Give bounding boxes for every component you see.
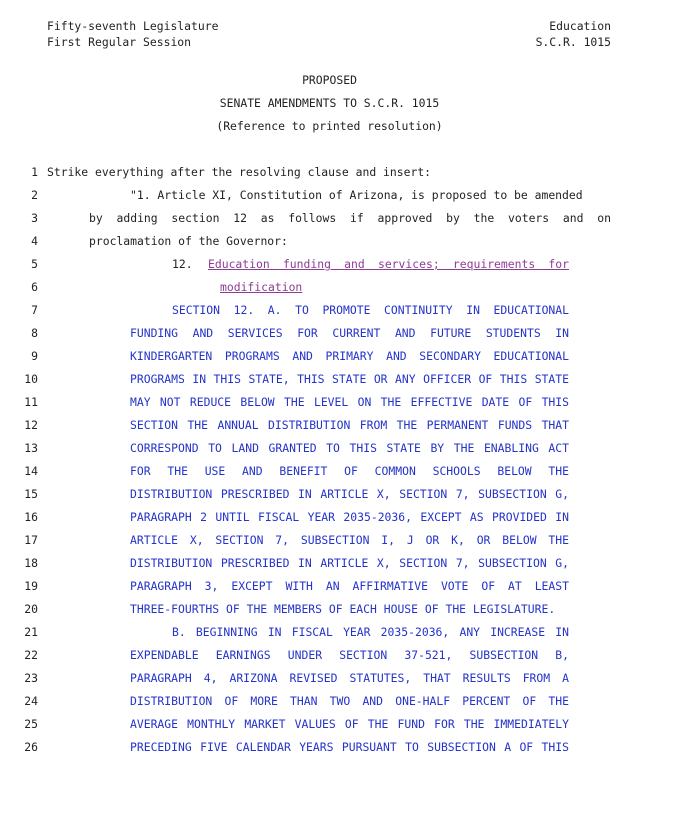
inserted-text: PARAGRAPH 4, ARIZONA REVISED STATUTES, THAT RESULTS FROM A xyxy=(130,671,569,685)
inserted-text: KINDERGARTEN PROGRAMS AND PRIMARY AND SECONDARY EDUCATIONAL xyxy=(130,349,569,363)
line-number: 13 xyxy=(24,441,38,455)
line-number: 10 xyxy=(24,372,38,386)
line-text: by adding section 12 as follows if approved by the voters and on xyxy=(89,211,611,225)
line-number: 24 xyxy=(24,694,38,708)
line-number: 26 xyxy=(24,740,38,754)
title-reference: (Reference to printed resolution) xyxy=(216,119,443,133)
line-number: 14 xyxy=(24,464,38,478)
inserted-text: CORRESPOND TO LAND GRANTED TO THIS STATE BY THE ENABLING ACT xyxy=(130,441,569,455)
inserted-text: PARAGRAPH 3, EXCEPT WITH AN AFFIRMATIVE VOTE OF AT LEAST xyxy=(130,579,569,593)
line-number: 4 xyxy=(31,234,38,248)
inserted-text: FUNDING AND SERVICES FOR CURRENT AND FUTURE STUDENTS IN xyxy=(130,326,569,340)
line-number: 16 xyxy=(24,510,38,524)
header-left xyxy=(47,18,218,50)
line-number: 8 xyxy=(31,326,38,340)
line-number: 15 xyxy=(24,487,38,501)
session-label: First Regular Session xyxy=(47,35,192,49)
bill-number: S.C.R. 1015 xyxy=(535,35,611,49)
line-number: 17 xyxy=(24,533,38,547)
inserted-text: FOR THE USE AND BENEFIT OF COMMON SCHOOLS BELOW THE xyxy=(130,464,569,478)
line-text: Strike everything after the resolving clause and insert: xyxy=(47,165,432,179)
inserted-text: SECTION THE ANNUAL DISTRIBUTION FROM THE PERMANENT FUNDS THAT xyxy=(130,418,569,432)
inserted-text: PRECEDING FIVE CALENDAR YEARS PURSUANT TO SUBSECTION A OF THIS xyxy=(130,740,569,754)
inserted-text: PARAGRAPH 2 UNTIL FISCAL YEAR 2035-2036, EXCEPT AS PROVIDED IN xyxy=(130,510,569,524)
line-number: 1 xyxy=(31,165,38,179)
section-heading: Education funding and services; requirements for xyxy=(208,257,569,271)
section-number: 12. xyxy=(172,257,193,271)
legislature-label: Fifty-seventh Legislature xyxy=(47,19,219,33)
line-number: 21 xyxy=(24,625,38,639)
line-number: 12 xyxy=(24,418,38,432)
line-number: 11 xyxy=(24,395,38,409)
line-number: 19 xyxy=(24,579,38,593)
line-number: 3 xyxy=(31,211,38,225)
inserted-text: DISTRIBUTION OF MORE THAN TWO AND ONE-HALF PERCENT OF THE xyxy=(130,694,569,708)
inserted-text: SECTION 12. A. TO PROMOTE CONTINUITY IN EDUCATIONAL xyxy=(172,303,569,317)
line-number: 5 xyxy=(31,257,38,271)
inserted-text: DISTRIBUTION PRESCRIBED IN ARTICLE X, SECTION 7, SUBSECTION G, xyxy=(130,556,569,570)
line-number: 7 xyxy=(31,303,38,317)
line-number: 18 xyxy=(24,556,38,570)
title-proposed: PROPOSED xyxy=(302,73,357,87)
section-heading-continued: modification xyxy=(220,280,303,294)
inserted-text: EXPENDABLE EARNINGS UNDER SECTION 37-521, SUBSECTION B, xyxy=(130,648,569,662)
line-number: 2 xyxy=(31,188,38,202)
inserted-text: PROGRAMS IN THIS STATE, THIS STATE OR ANY OFFICER OF THIS STATE xyxy=(130,372,569,386)
line-number: 6 xyxy=(31,280,38,294)
line-text: "1. Article XI, Constitution of Arizona, is proposed to be amended xyxy=(130,188,583,202)
line-number: 25 xyxy=(24,717,38,731)
line-number: 20 xyxy=(24,602,38,616)
line-number: 22 xyxy=(24,648,38,662)
line-number: 23 xyxy=(24,671,38,685)
line-number: 9 xyxy=(31,349,38,363)
header-right xyxy=(536,18,611,50)
inserted-text: MAY NOT REDUCE BELOW THE LEVEL ON THE EFFECTIVE DATE OF THIS xyxy=(130,395,569,409)
inserted-text: AVERAGE MONTHLY MARKET VALUES OF THE FUND FOR THE IMMEDIATELY xyxy=(130,717,569,731)
inserted-text: B. BEGINNING IN FISCAL YEAR 2035-2036, ANY INCREASE IN xyxy=(172,625,569,639)
inserted-text: DISTRIBUTION PRESCRIBED IN ARTICLE X, SECTION 7, SUBSECTION G, xyxy=(130,487,569,501)
committee-label: Education xyxy=(549,19,611,33)
line-text: proclamation of the Governor: xyxy=(89,234,288,248)
inserted-text: THREE-FOURTHS OF THE MEMBERS OF EACH HOUSE OF THE LEGISLATURE. xyxy=(130,602,556,616)
inserted-text: ARTICLE X, SECTION 7, SUBSECTION I, J OR K, OR BELOW THE xyxy=(130,533,569,547)
title-amendments: SENATE AMENDMENTS TO S.C.R. 1015 xyxy=(219,96,440,110)
